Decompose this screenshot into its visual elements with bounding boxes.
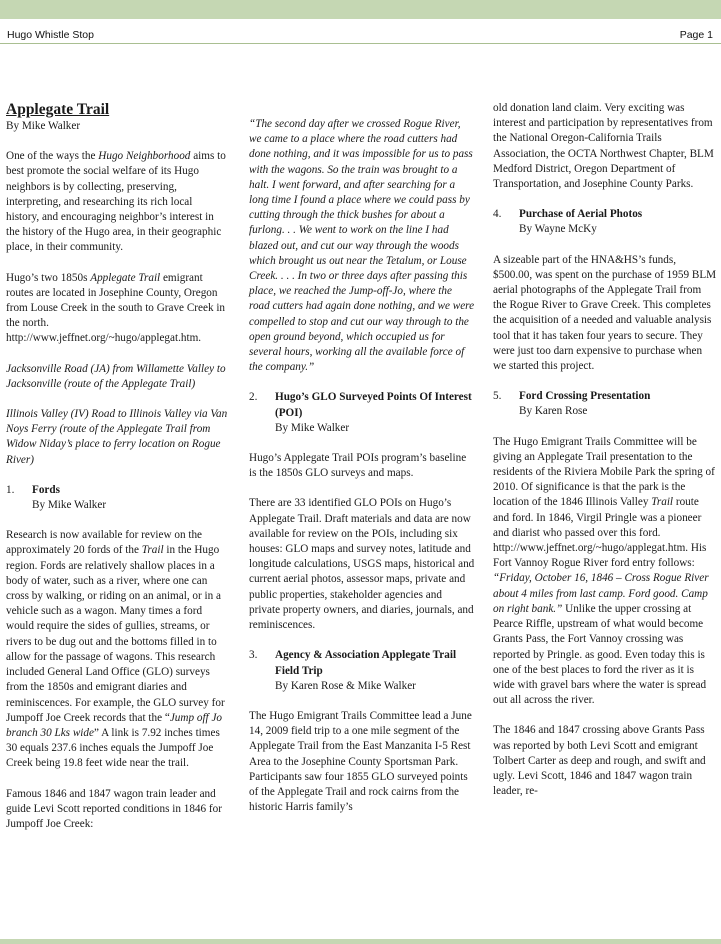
section-title: Purchase of Aerial Photos [519,208,643,221]
section-title: Ford Crossing Presentation [519,390,651,403]
section-number: 5. [493,390,502,403]
section-byline: By Mike Walker [275,421,350,434]
paragraph-ford-presentation: The Hugo Emigrant Trails Committee will be giving an Applegate Trail presentation to the residents of the Riviera Mobile Park the spring of 2010. Of significance is that the park is the location of the 1846 Illinois Valley Trail route and ford. In 1846, Virgil Pringle was a pioneer and diarist who passed over this ford. http://www.jeffnet.org/~hugo/applegat.htm. His Fort Vannoy Rogue River ford entry follows: “Friday, October 16, 1846 – Cross Rogue River about 4 miles from last camp. Ford good. Camp on right bank.” Unlike the upper crossing at Pearce Riffle, upstream of what would become Grants Pass, the Fort Vannoy crossing was reported by Pringle. as good. Even today this is one of the best places to ford the river as it is wide with gravel bars where the water is spread out all across the river. [493,435,715,707]
quote-levi-scott: “The second day after we crossed Rogue River, we came to a place where the road cutters had done nothing, and it was impossible for us to pass with the wagons. So the train was brought to a halt. I went forward, and after searching for a long time I found a place where we could pass by cutting through the thick bushes for about a furlong. . . We went to work on the line I had blazed out, and cut our way through the woods which brought us out near the Tetalum, or Louse Creek. . . . In two or three days after passing this place, we reached the Jump-off-Jo, where the road cutters had again done nothing, and we were compelled to stop and cut our way through to the open ground beyond, which occupied us for several hours, working all the available force of the company.” [249,118,475,374]
footer-band [0,939,721,944]
section-ford-crossing-heading [493,389,717,419]
section-title: Hugo’s GLO Surveyed Points Of Interest (POI) [275,391,472,419]
section-fords-heading [6,483,228,513]
section-byline: By Wayne McKy [519,223,597,236]
paragraph-field-trip: The Hugo Emigrant Trails Committee lead a June 14, 2009 field trip to a one mile segment of the Applegate Trail from the East Manzanita I-5 Rest Area to the Josephine County Sportsman Park. Participants saw four 1855 GLO surveyed points of the Applegate Trail and rock cairns from the historic Harris family’s [249,709,472,814]
column-1 [6,101,228,847]
paragraph-poi-baseline: Hugo’s Applegate Trail POIs program’s baseline is the 1850s GLO surveys and maps. [249,452,467,480]
section-byline: By Karen Rose [519,405,588,418]
paragraph-levi-scott: Famous 1846 and 1847 wagon train leader and guide Levi Scott reported conditions in 1846 for Jumpoff Joe Creek: [6,787,222,830]
paragraph-grants-pass-crossing: The 1846 and 1847 crossing above Grants Pass was reported by both Levi Scott and emigrant Tolbert Carter as deep and rough, and swift and ugly. Levi Scott, 1846 and 1847 wagon train leader, re- [493,724,706,798]
paragraph-fords-research: Research is now available for review on the approximately 20 fords of the Trail in the Hugo region. Fords are relatively shallow places in a body of water, such as a river, where one can cross by walking, or riding on an animal, or in a vehicle such as a wagon. Many times a ford would require the sides of gullies, streams, or rivers to be dug out and the bottoms filled in to allow for the passage of wagons. This research included General Land Office (GLO) surveys from the 1850s and emigrant diaries and reminiscences. For example, the GLO survey for Jumpoff Joe Creek records that the “Jump off Jo branch 30 Lks wide” A link is 7.92 inches times 30 equals 237.6 inches equals the Jumpoff Joe Creek being 19.8 feet wide near the trail. [6,529,225,770]
column-3 [493,101,717,814]
section-title: Agency & Association Applegate Trail Field Trip [275,649,457,677]
section-number: 3. [249,649,258,662]
article-byline: By Mike Walker [6,120,81,132]
article-title: Applegate Trail [6,101,110,118]
section-number: 2. [249,391,258,404]
paragraph-intro: One of the ways the Hugo Neighborhood aims to best promote the social welfare of its Hugo neighbors is by collecting, preserving, interpreting, and researching its rich local history, and encouraging neighbor’s interest in the history of the Hugo area, in their geographic place, in their community. [6,150,226,254]
column-2 [249,117,475,830]
section-title: Fords [32,483,60,496]
paragraph-illinois-valley-road: Illinois Valley (IV) Road to Illinois Valley via Van Noys Ferry (route of the Applegate Trail from Widow Niday’s place to ferry location on Rogue River) [6,408,228,466]
paragraph-aerial-photos: A sizeable part of the HNA&HS’s funds, $500.00, was spent on the purchase of 1959 BLM aerial photographs of the Applegate Trail from the Rogue River to Grave Creek. This completes the acquisition of a needed and valuable analysis tool that it has taken four years to secure. They were just too darn expensive to purchase when we started this project. [493,253,717,373]
section-number: 1. [6,483,15,496]
header-band [0,0,721,19]
section-byline: By Mike Walker [32,499,107,512]
publication-name: Hugo Whistle Stop [7,29,94,41]
paragraph-jacksonville-road: Jacksonville Road (JA) from Willamette Valley to Jacksonville (route of the Applegate Trail) [6,362,226,390]
paragraph-routes: Hugo’s two 1850s Applegate Trail emigrant routes are located in Josephine County, Oregon from Louse Creek in the south to Grave Creek in the north. http://www.jeffnet.org/~hugo/applegat.htm. [6,271,226,345]
section-number: 4. [493,208,502,221]
paragraph-poi-materials: There are 33 identified GLO POIs on Hugo’s Applegate Trail. Draft materials and data are now available for review on the POIs, including six houses: GLO maps and survey notes, latitude and longitude calculations, USGS maps, historical and current aerial photos, assessor maps, private and public properties, stakeholder agencies and private property owners, and diaries, journals, and reminiscences. [249,497,475,632]
section-aerial-photos-heading [493,207,717,237]
section-poi-heading [249,390,475,436]
page-number: Page 1 [679,29,713,41]
section-field-trip-heading [249,648,475,694]
section-byline: By Karen Rose & Mike Walker [275,679,416,692]
header-rule [0,43,721,44]
paragraph-field-trip-cont: old donation land claim. Very exciting was interest and participation by representatives from the National Oregon-California Trails Association, the OCTA Northwest Chapter, BLM Medford District, Oregon Department of Transportation, and Josephine County Parks. [493,102,714,191]
